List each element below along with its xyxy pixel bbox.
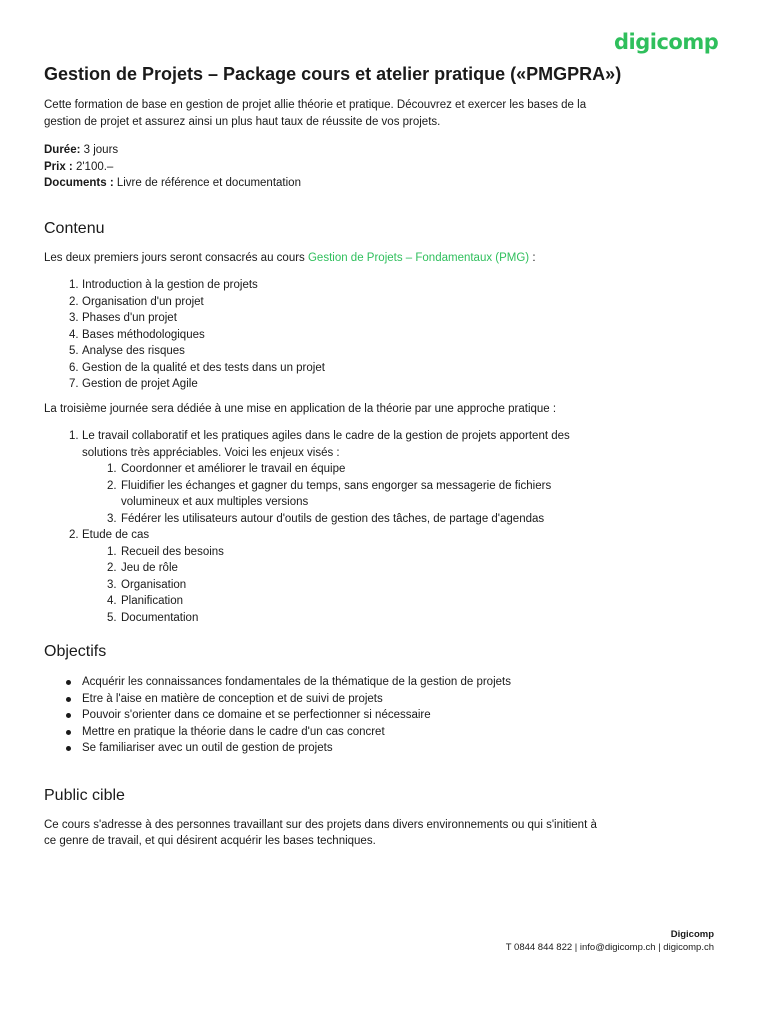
footer-contact: T 0844 844 822 | info@digicomp.ch | digicomp.ch bbox=[505, 942, 714, 953]
section-heading-public-cible: Public cible bbox=[44, 786, 125, 804]
list-item-text: Acquérir les connaissances fondamentales de la thématique de la gestion de projets bbox=[82, 676, 511, 688]
meta-documents-value: Livre de référence et documentation bbox=[113, 177, 301, 189]
contenu-lead bbox=[44, 250, 624, 267]
practice-list bbox=[44, 428, 624, 626]
contenu-lead-end: : bbox=[529, 251, 536, 264]
list-item-text: Le travail collaboratif et les pratiques agiles dans le cadre de la gestion de projets apportent des solutions très appréciables. Voici les enjeux visés : bbox=[82, 430, 570, 459]
meta-price-value: 2'100.– bbox=[72, 160, 114, 173]
list-item bbox=[44, 527, 624, 544]
contenu-lead-text: Les deux premiers jours seront consacrés au cours bbox=[44, 251, 308, 264]
sub-list-item bbox=[44, 560, 624, 577]
course-meta bbox=[44, 142, 624, 192]
list-item-text: Etre à l'aise en matière de conception et de suivi de projets bbox=[82, 692, 383, 705]
list-item-text: Documentation bbox=[121, 611, 199, 624]
list-item-number: 3. bbox=[107, 578, 117, 591]
list-item bbox=[44, 294, 624, 311]
list-item bbox=[44, 428, 624, 461]
list-item-text: Etude de cas bbox=[82, 529, 150, 541]
list-item-text: Recueil des besoins bbox=[121, 545, 224, 558]
list-item-text: Gestion de la qualité et des tests dans un projet bbox=[82, 361, 325, 374]
list-item bbox=[44, 691, 624, 708]
meta-price bbox=[44, 159, 624, 176]
meta-duration-value: 3 jours bbox=[80, 144, 119, 156]
list-item-number: 5. bbox=[69, 345, 79, 357]
list-item bbox=[44, 740, 624, 757]
sub-list-item bbox=[44, 461, 624, 478]
meta-documents-label: Documents : bbox=[44, 177, 114, 189]
list-item-text: Analyse des risques bbox=[82, 345, 185, 357]
list-item bbox=[44, 327, 624, 344]
section-heading-objectifs: Objectifs bbox=[44, 643, 107, 660]
list-item-text: Fluidifier les échanges et gagner du temps, sans engorger sa messagerie de fichiers volumineux et aux multiples versions bbox=[121, 479, 552, 508]
list-item-text: Gestion de projet Agile bbox=[82, 378, 198, 390]
contenu-list bbox=[44, 277, 624, 393]
list-item-text: Introduction à la gestion de projets bbox=[82, 279, 258, 291]
meta-price-label: Prix : bbox=[44, 160, 73, 173]
list-item-number: 2. bbox=[107, 479, 117, 492]
meta-documents bbox=[44, 175, 624, 192]
list-item-number: 2. bbox=[107, 562, 117, 574]
list-item-text: Mettre en pratique la théorie dans le cadre d'un cas concret bbox=[82, 725, 385, 738]
public-paragraph: Ce cours s'adresse à des personnes travaillant sur des projets dans divers environnements ou qui s'initient à ce genre de travail, et qui désirent acquérir les bases techniques. bbox=[44, 818, 597, 847]
list-item-text: Planification bbox=[121, 595, 184, 607]
section-heading-contenu: Contenu bbox=[44, 219, 105, 237]
course-link-pmg[interactable]: Gestion de Projets – Fondamentaux (PMG) bbox=[307, 251, 530, 264]
list-item-number: 3. bbox=[107, 512, 117, 525]
list-item-number: 4. bbox=[69, 328, 79, 341]
footer-company: Digicomp bbox=[670, 929, 714, 940]
list-item bbox=[44, 343, 624, 360]
list-item bbox=[44, 376, 624, 393]
bullet-icon bbox=[66, 680, 71, 685]
digicomp-logo: digicomp bbox=[614, 30, 719, 54]
list-item-text: Se familiariser avec un outil de gestion de projets bbox=[82, 742, 333, 754]
bullet-icon bbox=[66, 730, 71, 735]
list-item-text: Organisation d'un projet bbox=[82, 295, 204, 308]
practice-lead: La troisième journée sera dédiée à une mise en application de la théorie par une approche pratique : bbox=[44, 402, 557, 415]
intro-paragraph: Cette formation de base en gestion de projet allie théorie et pratique. Découvrez et exercer les bases de la gestion de projet et assurez ainsi un plus haut taux de réussite de vos projets. bbox=[44, 99, 587, 128]
list-item-number: 1. bbox=[107, 463, 117, 475]
list-item bbox=[44, 674, 624, 691]
list-item bbox=[44, 310, 624, 327]
sub-list-item bbox=[44, 593, 624, 610]
page-footer bbox=[506, 928, 714, 954]
list-item-text: Organisation bbox=[121, 578, 187, 591]
list-item-number: 4. bbox=[107, 595, 117, 607]
bullet-icon bbox=[66, 713, 71, 718]
document-body bbox=[44, 62, 624, 850]
list-item-number: 6. bbox=[69, 361, 79, 374]
sub-list-item bbox=[44, 577, 624, 594]
list-item-text: Phases d'un projet bbox=[82, 312, 177, 324]
list-item-number: 5. bbox=[107, 611, 117, 624]
page-title: Gestion de Projets – Package cours et atelier pratique («PMGPRA») bbox=[44, 64, 622, 84]
sub-list-item bbox=[44, 511, 624, 528]
bullet-icon bbox=[66, 697, 71, 702]
objectifs-list bbox=[44, 674, 624, 757]
list-item-number: 3. bbox=[69, 312, 79, 324]
list-item-number: 1. bbox=[69, 430, 79, 442]
list-item-text: Coordonner et améliorer le travail en équipe bbox=[121, 463, 346, 475]
list-item bbox=[44, 360, 624, 377]
sub-list-item bbox=[44, 544, 624, 561]
list-item-number: 1. bbox=[107, 545, 117, 558]
list-item bbox=[44, 707, 624, 724]
list-item-number: 1. bbox=[69, 279, 79, 291]
sub-list-item bbox=[44, 610, 624, 627]
list-item-text: Bases méthodologiques bbox=[82, 328, 205, 341]
bullet-icon bbox=[66, 746, 71, 751]
list-item-number: 2. bbox=[69, 295, 79, 308]
meta-duration-label: Durée: bbox=[44, 144, 81, 156]
list-item bbox=[44, 724, 624, 741]
list-item-text: Jeu de rôle bbox=[121, 562, 178, 574]
list-item-number: 2. bbox=[69, 529, 79, 541]
list-item-text: Pouvoir s'orienter dans ce domaine et se perfectionner si nécessaire bbox=[82, 709, 431, 721]
list-item bbox=[44, 277, 624, 294]
list-item-number: 7. bbox=[69, 378, 79, 390]
list-item-text: Fédérer les utilisateurs autour d'outils de gestion des tâches, de partage d'agendas bbox=[121, 512, 545, 525]
meta-duration bbox=[44, 142, 624, 159]
sub-list-item bbox=[44, 478, 624, 511]
